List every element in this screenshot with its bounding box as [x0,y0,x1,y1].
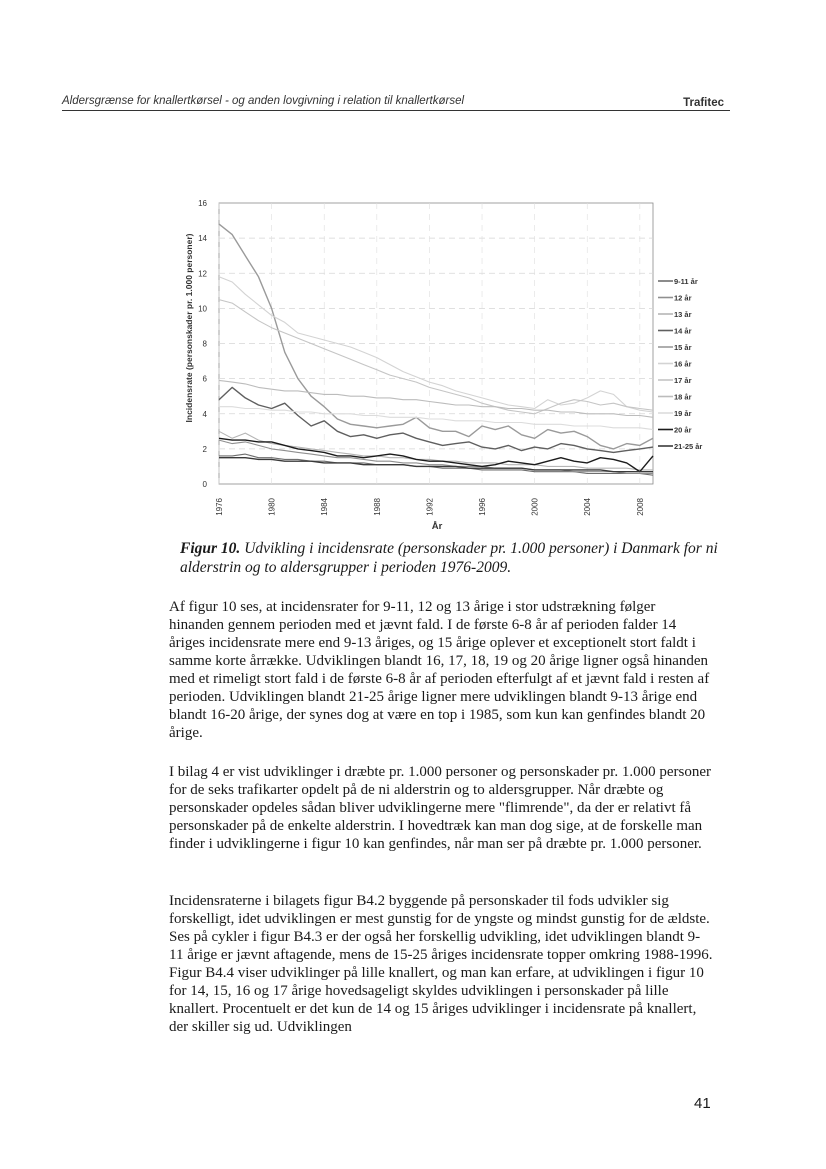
series-line-19-år [219,407,653,430]
series-line-16-år [219,277,653,412]
series-line-18-år [219,380,653,417]
x-tick-label: 1980 [267,498,277,516]
series-line-17-år [219,300,653,414]
series-line-15-år [219,224,653,449]
x-tick-label: 1984 [320,498,330,516]
legend-label: 20 år [674,425,692,435]
header-title: Aldersgrænse for knallertkørsel - og anden lovgivning i relation til knallertkørsel [62,95,465,107]
header-organization: Trafitec [683,97,724,109]
y-tick-label: 0 [202,480,207,489]
y-tick-label: 16 [198,199,207,208]
chart-series [219,224,653,475]
legend-label: 21-25 år [674,442,703,451]
legend-label: 12 år [674,293,692,303]
legend-label: 19 år [674,409,692,418]
y-tick-label: 10 [198,304,207,314]
x-axis-label: År [431,521,443,532]
x-tick-label: 2004 [583,498,593,516]
figure-caption-text: Udvikling i incidensrate (personskader pr. 1.000 personer) i Danmark for ni alderstrin og to aldersgrupper i perioden 1976-2009. [180,540,718,576]
legend-label: 13 år [674,310,692,319]
legend-label: 17 år [674,376,692,385]
legend-label: 9-11 år [674,277,698,286]
body-paragraph-1: Af figur 10 ses, at incidensrater for 9-11, 12 og 13 årige i stor udstrækning følger hinanden gennem perioden med et jævnt fald. I de første 6-8 år af perioden falder 14 åriges incidensrate mere end 9-13 åriges, og 15 årige oplever et exceptionelt stort faldt i samme korte årrække. Udviklingen blandt 16, 17, 18, 19 og 20 årige ligner også hinanden med et rimeligt stort fald i de første 6-8 år af perioden efterfulgt af et jævnt fald i resten af perioden. Udviklingen blandt 21-25 årige ligner mere udviklingen blandt 9-13 årige end blandt 16-20 årige, der synes dog at være en top i 1985, som kun kan genfindes blandt 20 årige. [169,599,710,741]
body-paragraph-3: Incidensraterne i bilagets figur B4.2 byggende på personskader til fods udvikler sig forskelligt, idet udviklingen er mest gunstig for de yngste og mindst gunstig for de ældste. Ses på cykler i figur B4.3 er der også her forskellig udvikling, idet udviklingen blandt 9-11 årige er jævnt aftagende, mens de 15-25 åriges incidensrate topper omkring 1988-1996. Figur B4.4 viser udviklinger på lille knallert, og man kan erfare, at udviklingen i figur 10 for 14, 15, 16 og 17 årige hovedsageligt skyldes udviklingen i personskader på lille knallert. Procentuelt er det kun de 14 og 15 åriges udviklinger i incidensrate på knallert, der skiller sig ud. Udviklingen [169,893,713,1035]
x-tick-label: 1996 [478,498,488,516]
figure-label: Figur 10. [180,540,241,557]
x-tick-label: 2000 [530,498,540,516]
y-axis-label: Incidensrate (personskader pr. 1.000 personer) [184,233,194,423]
y-tick-label: 8 [202,339,207,349]
x-tick-label: 2008 [635,498,645,516]
chart-legend [658,277,702,451]
figure-caption [180,539,720,577]
body-paragraph-2: I bilag 4 er vist udviklinger i dræbte pr. 1.000 personer og personskader pr. 1.000 personer for de seks trafikarter opdelt på de ni alderstrin og to aldersgrupper. Når dræbte og personskader opdeles sådan bliver udviklingerne mere "flimrende", da der er relativt få personskader på de enkelte alderstrin. I hovedtræk kan man dog sige, at de forskelle man finder i udviklingerne i figur 10 kan genfindes, når man ser på dræbte pr. 1.000 personer. [169,764,711,852]
x-tick-label: 1976 [215,498,224,516]
y-tick-label: 6 [202,374,207,384]
x-tick-label: 1992 [425,498,435,516]
y-tick-label: 12 [198,269,207,279]
legend-label: 18 år [674,392,692,402]
y-tick-label: 2 [202,444,207,454]
legend-label: 15 år [674,343,692,352]
y-tick-label: 14 [198,234,207,244]
chart-axes [198,199,645,516]
legend-label: 16 år [674,359,692,369]
legend-label: 14 år [674,326,692,336]
y-tick-label: 4 [202,409,207,419]
x-tick-label: 1988 [372,498,382,516]
page-number: 41 [694,1095,711,1112]
incidence-rate-chart [168,180,728,535]
chart-grid [219,203,653,484]
running-header [62,88,730,111]
